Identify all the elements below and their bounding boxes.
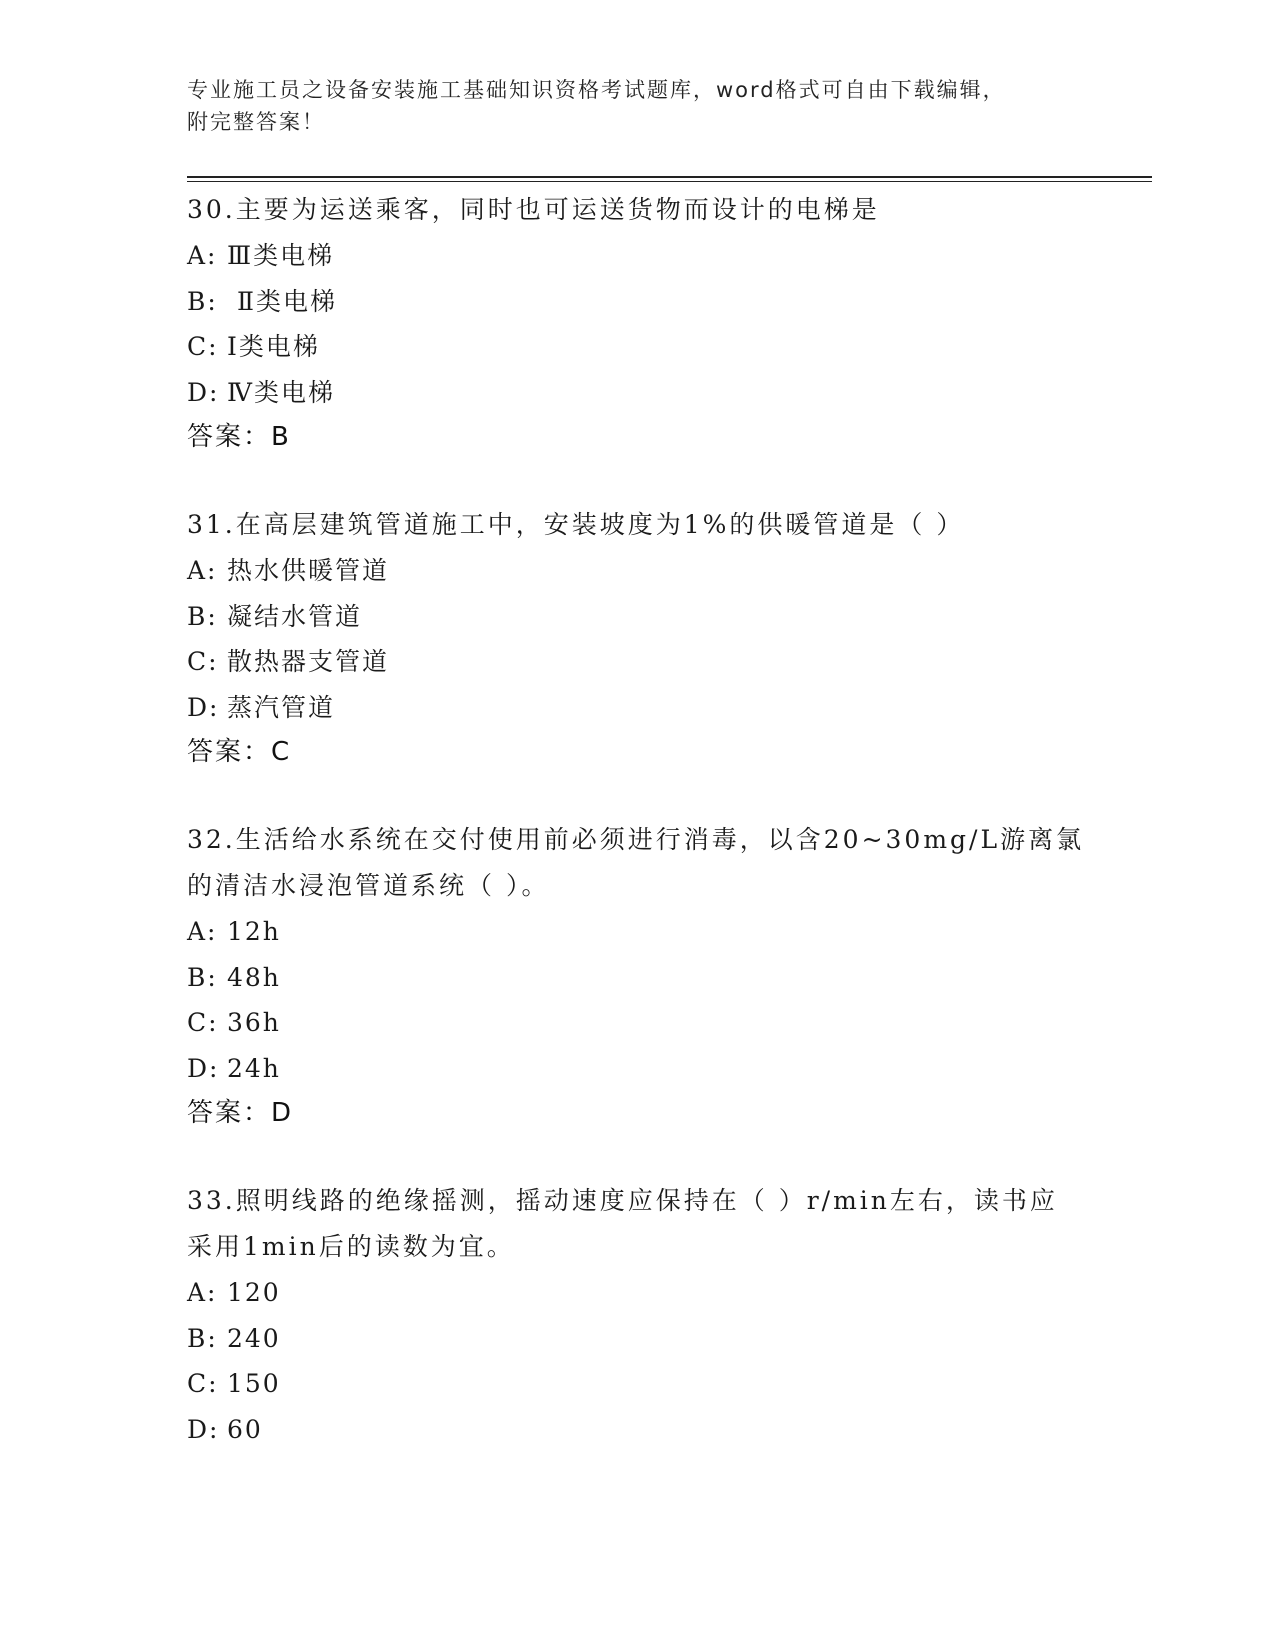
option-text: Ⅳ类电梯 <box>227 377 335 407</box>
option-label: C: <box>187 1369 219 1398</box>
option-c <box>187 324 1087 370</box>
option-label: C: <box>187 1008 219 1037</box>
option-d <box>187 1407 1087 1453</box>
header-divider-thick <box>187 176 1152 178</box>
option-text: 12h <box>227 917 281 946</box>
option-c <box>187 1000 1087 1046</box>
option-text: 24h <box>227 1053 281 1083</box>
spacer <box>187 1136 1087 1178</box>
option-b <box>187 594 1087 640</box>
question-32 <box>187 817 1087 1136</box>
option-b <box>187 279 1087 325</box>
option-text: 36h <box>227 1008 281 1037</box>
option-b <box>187 955 1087 1001</box>
option-label: C: <box>187 647 219 676</box>
option-text: Ⅱ类电梯 <box>227 286 337 316</box>
option-label: A: <box>187 241 218 270</box>
option-c <box>187 1361 1087 1407</box>
option-text: 150 <box>227 1369 281 1398</box>
option-label: D: <box>187 692 220 722</box>
option-b <box>187 1316 1087 1362</box>
option-a <box>187 909 1087 955</box>
option-a <box>187 548 1087 594</box>
option-text: 蒸汽管道 <box>227 692 336 722</box>
question-text: 30.主要为运送乘客，同时也可运送货物而设计的电梯是 <box>187 195 880 224</box>
option-label: B: <box>187 601 218 631</box>
option-d <box>187 685 1087 731</box>
option-label: C: <box>187 332 219 361</box>
option-label: D: <box>187 1053 220 1083</box>
option-label: B: <box>187 962 218 992</box>
answer-text: 答案：B <box>187 422 291 452</box>
option-a <box>187 233 1087 279</box>
option-label: B: <box>187 1323 218 1353</box>
option-c <box>187 639 1087 685</box>
option-text: 240 <box>227 1323 281 1353</box>
option-label: A: <box>187 1278 218 1307</box>
header-line-1: 专业施工员之设备安装施工基础知识资格考试题库，word格式可自由下载编辑， <box>187 78 1006 102</box>
option-label: B: <box>187 286 218 316</box>
option-a <box>187 1270 1087 1316</box>
question-text: 31.在高层建筑管道施工中，安装坡度为1%的供暖管道是（ ） <box>187 510 965 539</box>
question-text: 32.生活给水系统在交付使用前必须进行消毒，以含20~30mg/L游离氯 <box>187 825 1085 854</box>
header-divider-thin <box>187 181 1152 182</box>
option-d <box>187 370 1087 416</box>
question-30 <box>187 187 1087 460</box>
question-text: 33.照明线路的绝缘摇测，摇动速度应保持在（ ）r/min左右，读书应 <box>187 1186 1058 1215</box>
option-label: A: <box>187 917 218 946</box>
option-text: 48h <box>227 962 281 992</box>
question-text-continued: 的清洁水浸泡管道系统（ ）。 <box>187 871 550 900</box>
option-d <box>187 1046 1087 1092</box>
header-line-2: 附完整答案！ <box>187 110 325 134</box>
answer-text: 答案：D <box>187 1098 294 1128</box>
option-text: 热水供暖管道 <box>227 556 390 585</box>
option-text: 凝结水管道 <box>227 601 363 631</box>
answer-text: 答案：C <box>187 737 292 767</box>
document-header <box>187 74 1067 138</box>
option-label: D: <box>187 377 220 407</box>
option-text: Ⅲ类电梯 <box>227 241 335 270</box>
option-text: 60 <box>227 1414 263 1444</box>
spacer <box>187 460 1087 502</box>
option-text: 120 <box>227 1278 281 1307</box>
option-text: Ⅰ类电梯 <box>227 332 320 361</box>
option-label: A: <box>187 556 218 585</box>
question-31 <box>187 502 1087 775</box>
question-list <box>187 187 1087 1452</box>
option-text: 散热器支管道 <box>227 647 390 676</box>
option-label: D: <box>187 1414 220 1444</box>
question-text-continued: 采用1min后的读数为宜。 <box>187 1232 515 1261</box>
spacer <box>187 775 1087 817</box>
question-33 <box>187 1178 1087 1452</box>
